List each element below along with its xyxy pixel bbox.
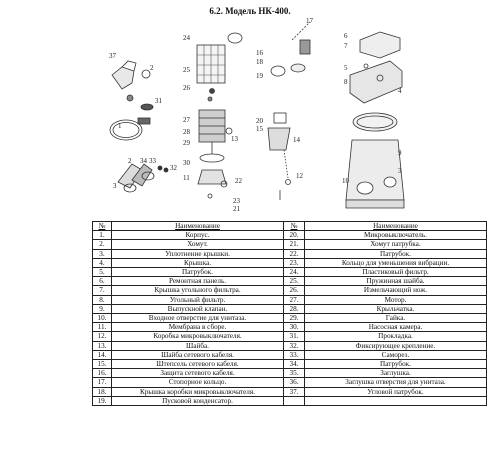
callout-label: 17 [306,17,313,25]
part-number: 36. [284,378,305,387]
part-number: 26. [284,286,305,295]
part-name: Выпускной клапан. [112,304,284,313]
table-row [93,231,487,240]
table-row [93,249,487,258]
callout-label: 10 [342,177,349,185]
table-row [93,268,487,277]
part-number: 20. [284,231,305,240]
part-number: 14. [93,350,112,359]
callout-label: 29 [183,139,190,147]
part-name: Крышка угольного фильтра. [112,286,284,295]
part-name: Измельчающий нож. [305,286,487,295]
table-row [93,387,487,396]
part-number: 5. [93,268,112,277]
part-number: 6. [93,277,112,286]
callout-label: 15 [256,125,263,133]
callout-label: 37 [109,52,116,60]
part-number: 11. [93,323,112,332]
callout-label: 5 [344,64,348,72]
part-number: 21. [284,240,305,249]
part-number: 29. [284,314,305,323]
part-number: 9. [93,304,112,313]
part-name: Крышка коробки микровыключателя. [112,387,284,396]
switch-parts-group [268,22,310,200]
table-row [93,314,487,323]
callout-label: 13 [231,135,238,143]
part-number: 18. [93,387,112,396]
housing-group [346,32,404,208]
callout-label: 9 [398,149,402,157]
part-name: Гайка. [305,314,487,323]
part-name: Шайба сетевого кабеля. [112,350,284,359]
part-number: 13. [93,341,112,350]
part-number: 35. [284,369,305,378]
part-name: Пружинная шайба. [305,277,487,286]
table-row [93,304,487,313]
part-name: Кольцо для уменьшения вибрации. [305,258,487,267]
part-name: Крышка. [112,258,284,267]
part-number: 37. [284,387,305,396]
part-number: 27. [284,295,305,304]
part-name: Защита сетевого кабеля. [112,369,284,378]
part-name: Фиксирующее крепление. [305,341,487,350]
part-number: 7. [93,286,112,295]
part-number: 24. [284,268,305,277]
callout-label: 3 [113,182,117,190]
callout-label: 11 [183,174,190,182]
part-name: Заглушка. [305,369,487,378]
callout-label: 33 [149,157,156,165]
callout-label: 20 [256,117,263,125]
part-number: 12. [93,332,112,341]
part-number: 4. [93,258,112,267]
table-row [93,350,487,359]
part-number [284,396,305,405]
part-name: Корпус. [112,231,284,240]
part-number: 33. [284,350,305,359]
part-name: Угольный фильтр. [112,295,284,304]
part-name: Мотор. [305,295,487,304]
table-row [93,341,487,350]
part-name: Мембрана в сборе. [112,323,284,332]
part-number: 15. [93,360,112,369]
part-number: 23. [284,258,305,267]
callout-label: 22 [235,177,242,185]
callout-label: 27 [183,116,190,124]
part-number: 1. [93,231,112,240]
table-row [93,295,487,304]
part-number: 28. [284,304,305,313]
part-number: 30. [284,323,305,332]
callout-label: 24 [183,34,190,42]
part-name: Хомут патрубка. [305,240,487,249]
part-name: Уплотнение крышки. [112,249,284,258]
page-title: 6.2. Модель НК-400. [209,6,291,16]
table-row [93,240,487,249]
part-name: Заглушка отверстия для унитаза. [305,378,487,387]
part-number: 25. [284,277,305,286]
callout-label: 25 [183,66,190,74]
part-name: Штепсель сетевого кабеля. [112,360,284,369]
callout-label: 7 [344,42,348,50]
table-row [93,277,487,286]
part-number: 19. [93,396,112,405]
part-name [305,396,487,405]
table-row [93,332,487,341]
callout-label: 28 [183,128,190,136]
callout-label: 6 [344,32,348,40]
part-name: Хомут. [112,240,284,249]
middle-parts-group [197,33,242,198]
callout-label: 14 [293,136,300,144]
part-name: Ремонтная панель. [112,277,284,286]
part-number: 10. [93,314,112,323]
part-name: Насосная камера. [305,323,487,332]
table-row [93,396,487,405]
table-header-row [93,222,487,231]
callout-label: 26 [183,84,190,92]
part-number: 3. [93,249,112,258]
callout-label: 21 [233,205,240,213]
callout-label: 23 [233,197,240,205]
part-name: Прокладка. [305,332,487,341]
table-row [93,323,487,332]
table-row [93,286,487,295]
part-name: Патрубок. [305,249,487,258]
part-number: 31. [284,332,305,341]
column-header: № [284,222,305,231]
callout-label: 31 [155,97,162,105]
part-name: Стопорное кольцо. [112,378,284,387]
callout-label: 12 [296,172,303,180]
callout-label: 32 [170,164,177,172]
callout-label: 2 [128,157,132,165]
callout-label: 18 [256,58,263,66]
callout-label: 19 [256,72,263,80]
column-header: Наименование [112,222,284,231]
callout-label: 30 [183,159,190,167]
callout-label: 3 [398,167,402,175]
callout-label: 4 [398,87,402,95]
table-row [93,360,487,369]
exploded-parts-diagram [0,0,500,220]
part-number: 17. [93,378,112,387]
part-name: Коробка микровыключателя. [112,332,284,341]
callout-label: 34 [140,157,147,165]
part-name: Саморез. [305,350,487,359]
part-name: Пластиковый фильтр. [305,268,487,277]
part-name: Угловой патрубок. [305,387,487,396]
callout-label: 1 [118,122,122,130]
part-number: 16. [93,369,112,378]
part-name: Пусковой конденсатор. [112,396,284,405]
part-number: 32. [284,341,305,350]
part-name: Крыльчатка. [305,304,487,313]
part-number: 34. [284,360,305,369]
table-row [93,258,487,267]
table-row [93,378,487,387]
part-name: Входное отверстие для унитаза. [112,314,284,323]
column-header: Наименование [305,222,487,231]
part-number: 2. [93,240,112,249]
part-number: 22. [284,249,305,258]
part-name: Патрубок. [112,268,284,277]
callout-label: 16 [256,49,263,57]
callout-label: 2 [150,64,154,72]
part-name: Патрубок. [305,360,487,369]
table-row [93,369,487,378]
callout-label: 8 [344,78,348,86]
column-header: № [93,222,112,231]
part-name: Шайба. [112,341,284,350]
parts-table [92,221,487,406]
part-number: 8. [93,295,112,304]
part-name: Микровыключатель. [305,231,487,240]
